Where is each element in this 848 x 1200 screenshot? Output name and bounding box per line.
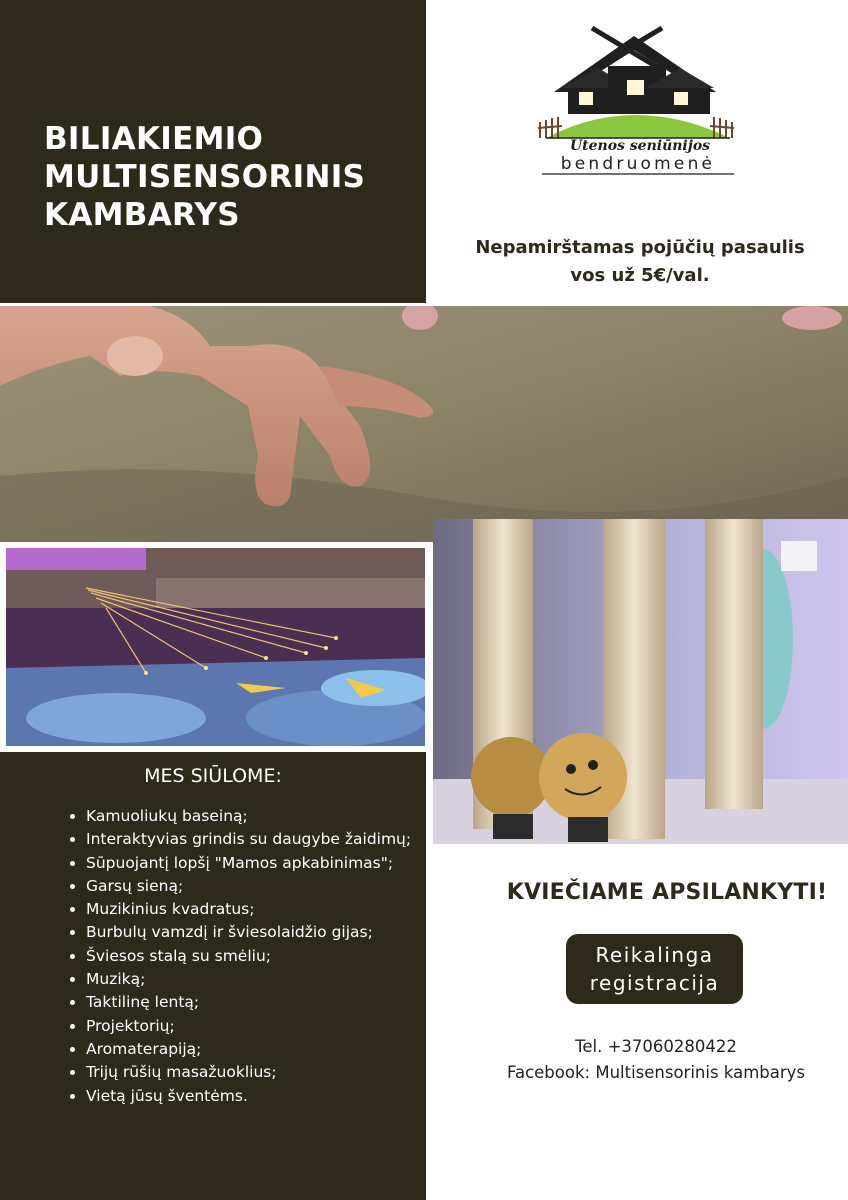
title-line-1: BILIAKIEMIO: [44, 121, 264, 157]
list-item: • Muziką;: [86, 968, 416, 991]
list-item: • Garsų sieną;: [86, 875, 416, 898]
bubble-tubes-photo: [433, 519, 848, 844]
list-item: • Kamuoliukų baseiną;: [86, 805, 416, 828]
page-title: [44, 120, 414, 234]
registration-button[interactable]: [566, 934, 743, 1004]
offer-list: [62, 805, 416, 1108]
list-item: • Burbulų vamzdį ir šviesolaidžio gijas;: [86, 921, 416, 944]
title-line-3: KAMBARYS: [44, 197, 240, 233]
interactive-floor-photo: [6, 548, 425, 746]
invite-heading: KVIEČIAME APSILANKYTI!: [506, 880, 828, 905]
list-item: • Trijų rūšių masažuoklius;: [86, 1061, 416, 1084]
tagline-line-1: Nepamirštamas pojūčių pasaulis: [475, 237, 805, 258]
contact-info: [500, 1034, 812, 1086]
logo-text-bottom: bendruomenė: [560, 154, 716, 174]
tagline-line-2: vos už 5€/val.: [570, 265, 710, 286]
registration-button-line-1: Reikalinga: [595, 943, 714, 967]
list-item: • Šviesos stalą su smėliu;: [86, 945, 416, 968]
list-item: • Sūpuojantį lopšį "Mamos apkabinimas";: [86, 852, 416, 875]
registration-button-line-2: registracija: [589, 971, 720, 995]
logo-text-top: Utenos seniūnijos: [569, 138, 711, 154]
list-item: • Interaktyvias grindis su daugybe žaidimų;: [86, 828, 416, 851]
sand-hand-photo: [0, 306, 848, 542]
tagline: [440, 234, 840, 290]
facebook-link[interactable]: Facebook: Multisensorinis kambarys: [507, 1063, 805, 1082]
list-item: • Vietą jūsų šventėms.: [86, 1085, 416, 1108]
list-item: • Aromaterapiją;: [86, 1038, 416, 1061]
list-item: • Taktilinę lentą;: [86, 991, 416, 1014]
list-item: • Projektorių;: [86, 1015, 416, 1038]
list-item: • Muzikinius kvadratus;: [86, 898, 416, 921]
offer-heading: MES SIŪLOME:: [144, 765, 282, 787]
title-line-2: MULTISENSORINIS: [44, 159, 366, 195]
phone-number: Tel. +37060280422: [575, 1037, 737, 1056]
